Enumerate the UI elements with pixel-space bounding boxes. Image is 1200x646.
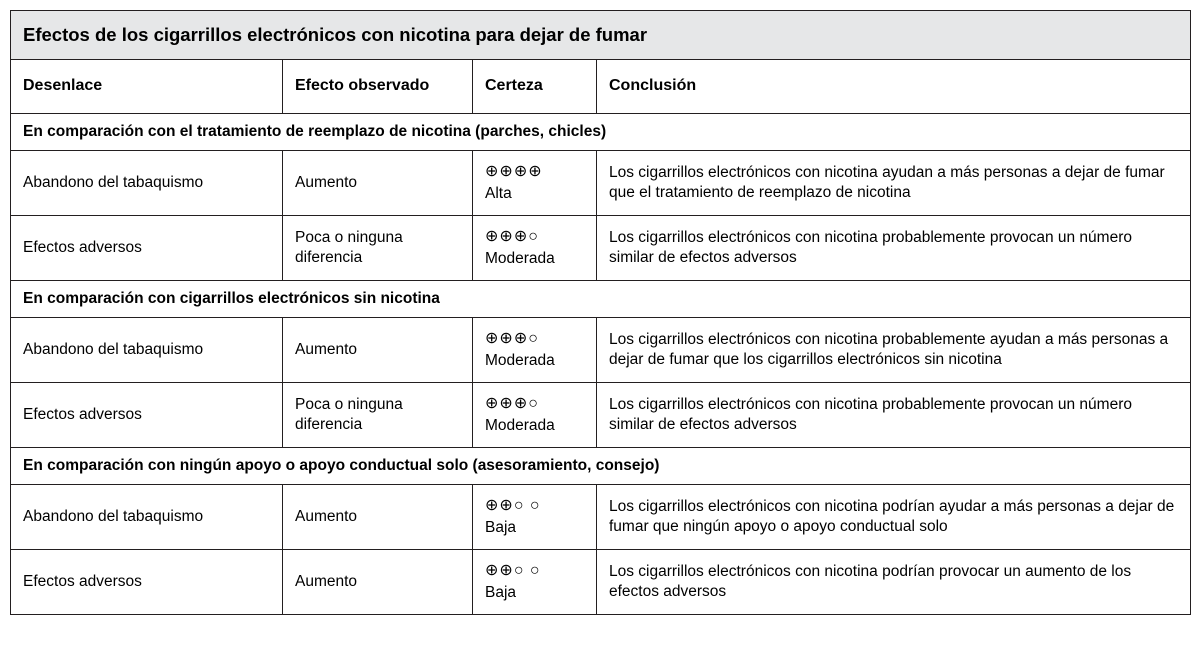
row-conclusion: Los cigarrillos electrónicos con nicotina probablemente ayudan a más personas a dejar de fumar que los cigarrillos electrónicos sin nicotina xyxy=(597,318,1191,383)
row-outcome: Abandono del tabaquismo xyxy=(11,318,283,383)
row-conclusion: Los cigarrillos electrónicos con nicotina ayudan a más personas a dejar de fumar que el tratamiento de reemplazo de nicotina xyxy=(597,150,1191,215)
grade-label: Alta xyxy=(485,184,512,202)
table-row xyxy=(11,318,1191,383)
grade-symbols: ⊕⊕⊕○ xyxy=(485,228,539,246)
comparison-group-header xyxy=(11,448,1191,485)
row-certainty xyxy=(473,550,597,615)
row-effect: Poca o ninguna diferencia xyxy=(283,383,473,448)
row-effect: Aumento xyxy=(283,150,473,215)
row-outcome: Efectos adversos xyxy=(11,550,283,615)
column-header-outcome: Desenlace xyxy=(11,60,283,114)
comparison-group-header xyxy=(11,280,1191,317)
grade-symbols: ⊕⊕⊕○ xyxy=(485,330,539,348)
row-outcome: Abandono del tabaquismo xyxy=(11,485,283,550)
comparison-group-label: En comparación con cigarrillos electrónicos sin nicotina xyxy=(11,280,1191,317)
column-header-effect: Efecto observado xyxy=(283,60,473,114)
row-conclusion: Los cigarrillos electrónicos con nicotina probablemente provocan un número similar de efectos adversos xyxy=(597,383,1191,448)
grade-symbols: ⊕⊕○ ○ xyxy=(485,562,541,580)
comparison-group-label: En comparación con el tratamiento de reemplazo de nicotina (parches, chicles) xyxy=(11,113,1191,150)
table-header-row xyxy=(11,60,1191,114)
table-row xyxy=(11,485,1191,550)
row-outcome: Efectos adversos xyxy=(11,383,283,448)
comparison-group-label: En comparación con ningún apoyo o apoyo conductual solo (asesoramiento, consejo) xyxy=(11,448,1191,485)
row-outcome: Efectos adversos xyxy=(11,215,283,280)
grade-symbols: ⊕⊕○ ○ xyxy=(485,497,541,515)
grade-label: Moderada xyxy=(485,249,555,267)
summary-of-findings-table xyxy=(10,10,1191,615)
row-conclusion: Los cigarrillos electrónicos con nicotina podrían provocar un aumento de los efectos adversos xyxy=(597,550,1191,615)
grade-label: Baja xyxy=(485,519,517,537)
grade-label: Baja xyxy=(485,584,517,602)
table-row xyxy=(11,550,1191,615)
grade-label: Moderada xyxy=(485,351,555,369)
row-certainty xyxy=(473,383,597,448)
row-conclusion: Los cigarrillos electrónicos con nicotina probablemente provocan un número similar de efectos adversos xyxy=(597,215,1191,280)
comparison-group-header xyxy=(11,113,1191,150)
row-outcome: Abandono del tabaquismo xyxy=(11,150,283,215)
row-effect: Aumento xyxy=(283,550,473,615)
grade-symbols: ⊕⊕⊕○ xyxy=(485,395,539,413)
column-header-conclusion: Conclusión xyxy=(597,60,1191,114)
table-row xyxy=(11,150,1191,215)
table-title-row xyxy=(11,11,1191,60)
table-row xyxy=(11,383,1191,448)
row-certainty xyxy=(473,485,597,550)
table-row xyxy=(11,215,1191,280)
grade-symbols: ⊕⊕⊕⊕ xyxy=(485,163,543,181)
column-header-certainty: Certeza xyxy=(473,60,597,114)
row-certainty xyxy=(473,150,597,215)
row-conclusion: Los cigarrillos electrónicos con nicotina podrían ayudar a más personas a dejar de fumar que ningún apoyo o apoyo conductual solo xyxy=(597,485,1191,550)
row-effect: Aumento xyxy=(283,318,473,383)
grade-label: Moderada xyxy=(485,416,555,434)
table-title: Efectos de los cigarrillos electrónicos con nicotina para dejar de fumar xyxy=(11,11,1191,60)
row-effect: Poca o ninguna diferencia xyxy=(283,215,473,280)
row-certainty xyxy=(473,318,597,383)
row-certainty xyxy=(473,215,597,280)
row-effect: Aumento xyxy=(283,485,473,550)
